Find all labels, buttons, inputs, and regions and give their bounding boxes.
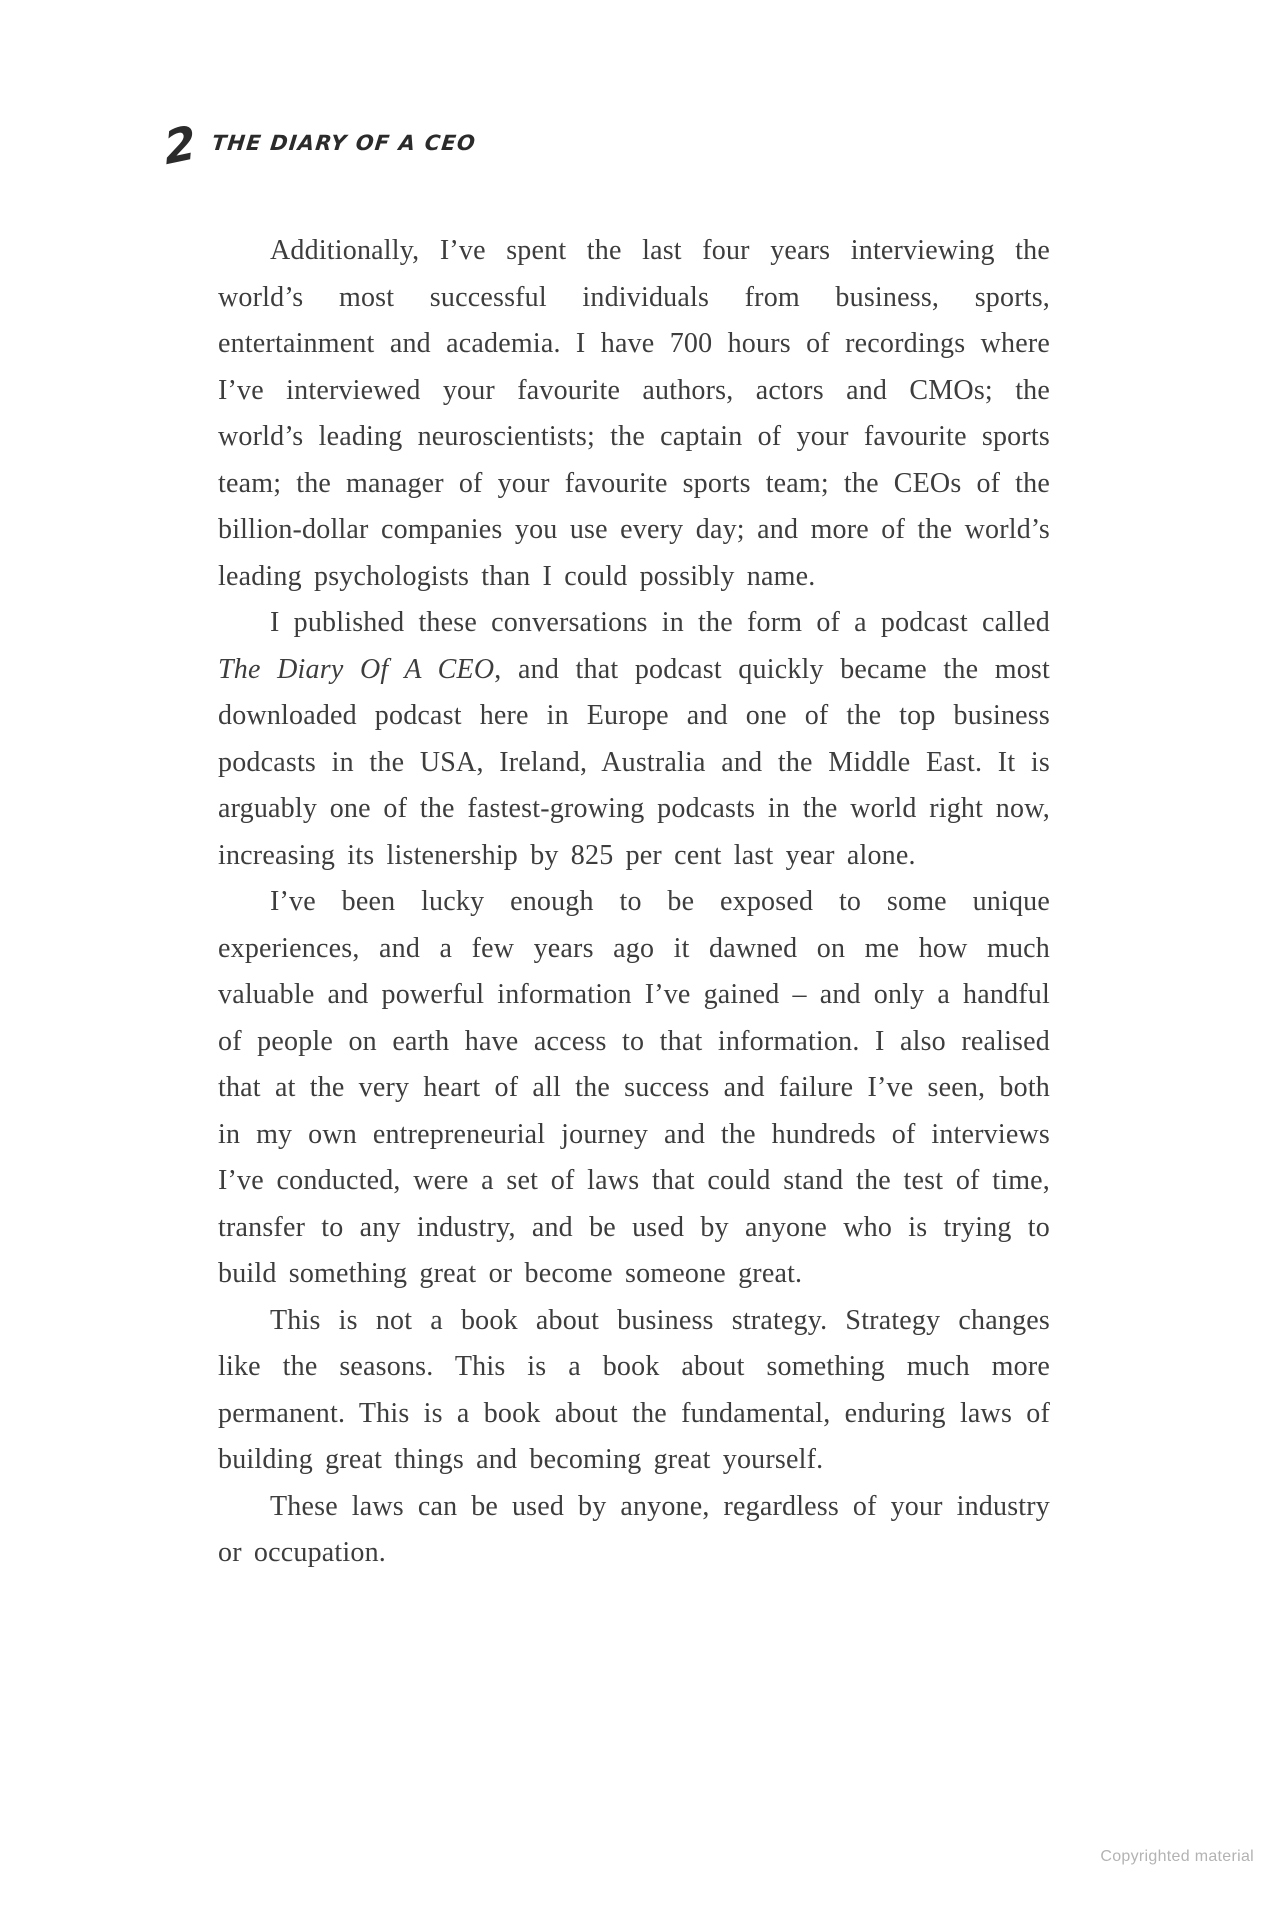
italic-text-segment: The Diary Of A CEO <box>218 653 495 685</box>
running-title: THE DIARY OF A CEO <box>210 131 478 155</box>
page-header <box>161 114 478 176</box>
text-segment: , and that podcast quickly became the most downloaded podcast here in Europe and one of the top business podcasts in the USA, Ireland, Australia and the Middle East. It is arguably one of the fastest-growing podcasts in the world right now, increasing its listenership by 825 per cent last year alone. <box>218 653 1050 871</box>
text-segment: I’ve been lucky enough to be exposed to some unique experiences, and a few years ago it dawned on me how much valuable and powerful information I’ve gained – and only a handful of people on earth have access to that information. I also realised that at the very heart of all the success and failure I’ve seen, both in my own entrepreneurial journey and the hundreds of interviews I’ve conducted, were a set of laws that could stand the test of time, transfer to any industry, and be used by anyone who is trying to build something great or become someone great. <box>218 886 1050 1289</box>
text-segment: I published these conversations in the form of a podcast called <box>270 607 1050 638</box>
text-segment: Additionally, I’ve spent the last four years interviewing the world’s most successful individuals from business, sports, entertainment and academia. I have 700 hours of recordings where I’ve interviewed your favourite authors, actors and CMOs; the world’s leading neuroscientists; the captain of your favourite sports team; the manager of your favourite sports team; the CEOs of the billion-dollar companies you use every day; and more of the world’s leading psychologists than I could possibly name. <box>218 235 1050 592</box>
text-segment: This is not a book about business strategy. Strategy changes like the seasons. This is a book about something much more permanent. This is a book about the fundamental, enduring laws of building great things and becoming great yourself. <box>218 1304 1050 1475</box>
copyright-notice: Copyrighted material <box>1100 1848 1254 1865</box>
text-segment: These laws can be used by anyone, regardless of your industry or occupation. <box>218 1490 1050 1568</box>
paragraph <box>218 228 1050 600</box>
page-number: 2 <box>161 114 199 176</box>
paragraph <box>218 879 1050 1298</box>
paragraph <box>218 1298 1050 1484</box>
paragraph <box>218 600 1050 879</box>
body-text <box>218 228 1050 1577</box>
paragraph <box>218 1484 1050 1577</box>
